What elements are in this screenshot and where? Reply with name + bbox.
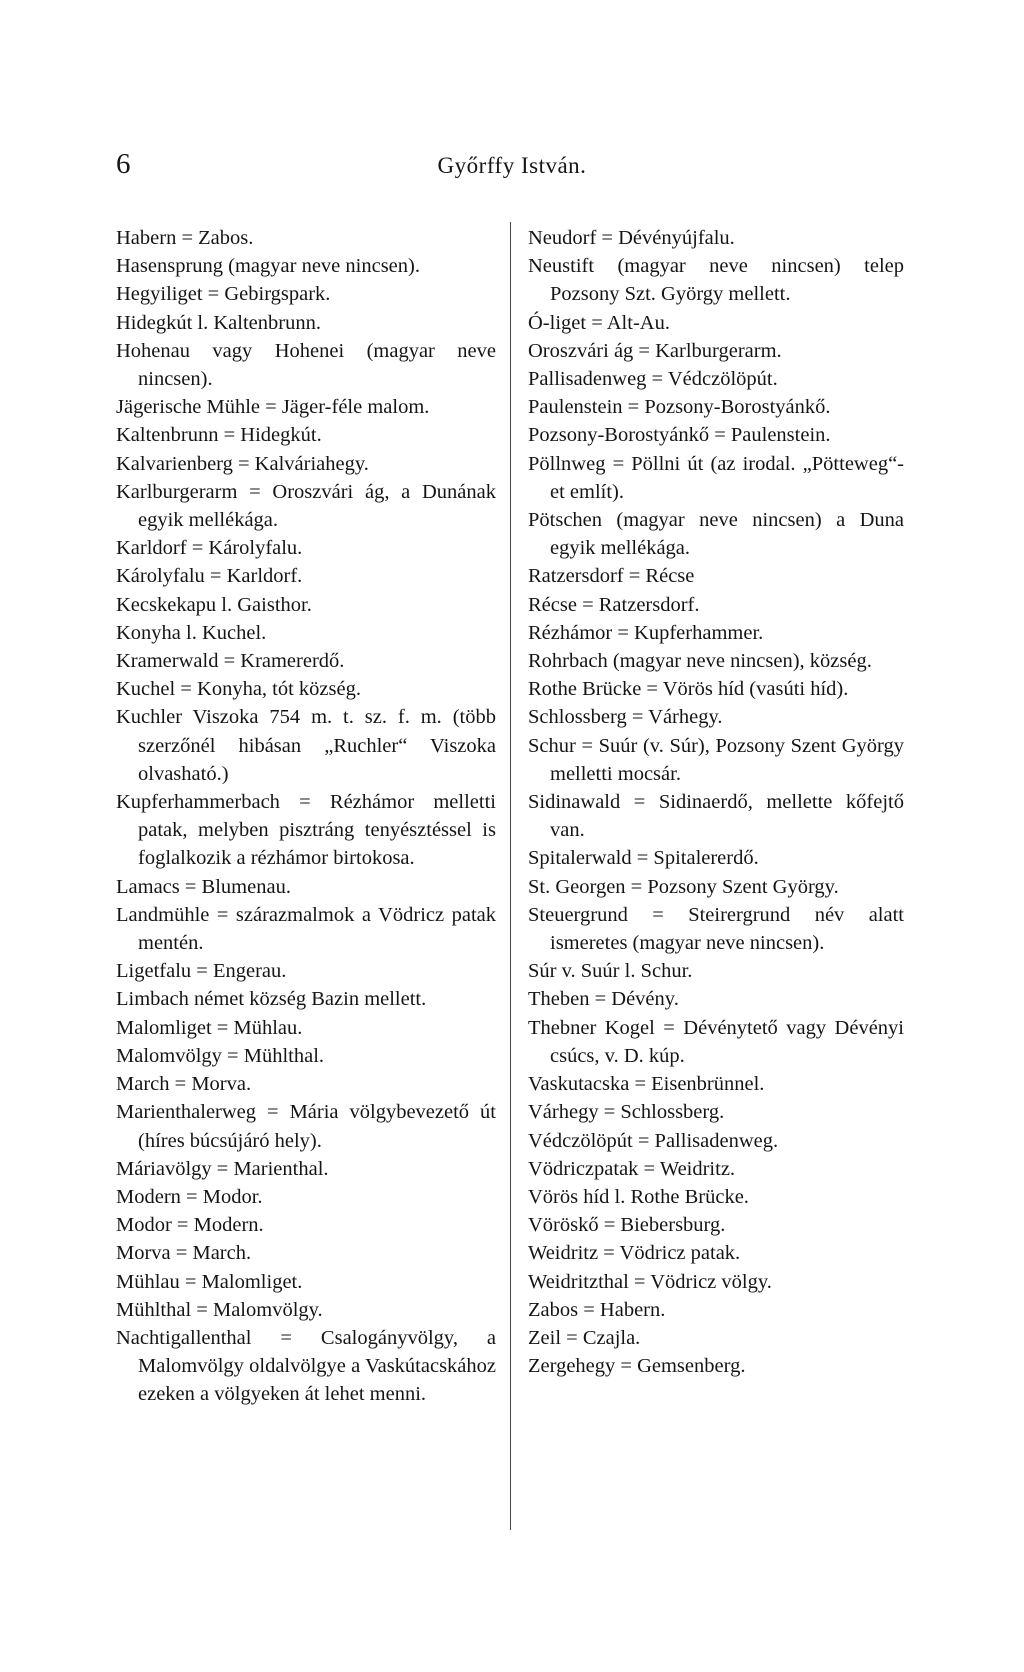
- index-entry: Várhegy = Schlossberg.: [528, 1101, 725, 1124]
- index-entry: Vödriczpatak = Weidritz.: [528, 1157, 736, 1180]
- index-entry: Malomvölgy = Mühlthal.: [116, 1044, 325, 1067]
- index-entry: Jägerische Mühle = Jäger-féle malom.: [116, 396, 430, 419]
- index-entry: Landmühle = szárazmalmok a Vödricz patak mentén.: [116, 903, 496, 955]
- index-entry: Vöröskő = Biebersburg.: [528, 1214, 726, 1237]
- index-entry: Ligetfalu = Engerau.: [116, 960, 287, 983]
- index-entry: Pötschen (magyar neve nincsen) a Duna egyik mellékága.: [528, 509, 904, 560]
- index-entry: Weidritz = Vödricz patak.: [528, 1242, 741, 1265]
- index-entry: Limbach német község Bazin mellett.: [116, 988, 427, 1011]
- right-column: [528, 224, 904, 1380]
- index-entry: Schur = Suúr (v. Súr), Pozsony Szent György melletti mocsár.: [528, 734, 904, 785]
- index-entry: Hegyiliget = Gebirgspark.: [116, 283, 331, 306]
- index-entry: Récse = Ratzersdorf.: [528, 593, 700, 616]
- index-entry: Oroszvári ág = Karlburgerarm.: [528, 339, 782, 362]
- index-entry: Védczölöpút = Pallisadenweg.: [528, 1129, 779, 1152]
- index-entry: Modern = Modor.: [116, 1185, 263, 1208]
- index-entry: Hohenau vagy Hohenei (magyar neve nincsen).: [116, 339, 496, 391]
- index-entry: Mühlau = Malomliget.: [116, 1270, 303, 1293]
- index-entry: Kramerwald = Kramererdő.: [116, 650, 345, 673]
- index-entry: Zeil = Czajla.: [528, 1326, 641, 1349]
- index-entry: Thebner Kogel = Dévénytető vagy Dévényi csúcs, v. D. kúp.: [528, 1016, 904, 1067]
- index-entry: Theben = Dévény.: [528, 988, 679, 1011]
- index-entry: Ratzersdorf = Récse: [528, 565, 695, 588]
- index-entry: Zabos = Habern.: [528, 1298, 666, 1321]
- index-entry: Modor = Modern.: [116, 1214, 264, 1237]
- index-entry: Hasensprung (magyar neve nincsen).: [116, 255, 420, 278]
- index-entry: Marienthalerweg = Mária völgybevezető út (híres búcsújáró hely).: [116, 1101, 496, 1152]
- index-entry: Karldorf = Károlyfalu.: [116, 537, 303, 560]
- index-entry: March = Morva.: [116, 1073, 252, 1096]
- index-entry: Vörös híd l. Rothe Brücke.: [528, 1185, 749, 1208]
- index-entry: Rézhámor = Kupferhammer.: [528, 621, 764, 644]
- index-entry: Steuergrund = Steirergrund név alatt ismeretes (magyar neve nincsen).: [528, 903, 904, 955]
- index-entry: Schlossberg = Várhegy.: [528, 706, 723, 729]
- index-entry: Paulenstein = Pozsony-Borostyánkő.: [528, 396, 831, 419]
- index-entry: Rothe Brücke = Vörös híd (vasúti híd).: [528, 678, 849, 701]
- index-entry: Kupferhammerbach = Rézhámor melletti patak, melyben pisztráng tenyésztéssel is foglalkozik a rézhámor birtokosa.: [116, 791, 496, 870]
- index-entry: Lamacs = Blumenau.: [116, 875, 291, 898]
- index-entry: Sidinawald = Sidinaerdő, mellette kőfejtő van.: [528, 791, 904, 842]
- index-entry: Spitalerwald = Spitalererdő.: [528, 847, 759, 870]
- page-number: 6: [116, 148, 131, 180]
- index-entry: Pozsony-Borostyánkő = Paulenstein.: [528, 424, 831, 447]
- index-entry: Súr v. Suúr l. Schur.: [528, 960, 693, 983]
- index-entry: Pallisadenweg = Védczölöpút.: [528, 368, 778, 391]
- index-entry: Mühlthal = Malomvölgy.: [116, 1298, 323, 1321]
- index-entry: Neustift (magyar neve nincsen) telep Pozsony Szt. György mellett.: [528, 255, 904, 306]
- index-entry: Kalvarienberg = Kalváriahegy.: [116, 452, 369, 475]
- column-rule: [510, 222, 511, 1530]
- index-entry: Neudorf = Dévényújfalu.: [528, 227, 735, 249]
- index-entry: Kaltenbrunn = Hidegkút.: [116, 424, 322, 447]
- index-entry: Károlyfalu = Karldorf.: [116, 565, 303, 588]
- index-entry: St. Georgen = Pozsony Szent György.: [528, 875, 839, 898]
- running-head: Győrffy István.: [437, 153, 587, 178]
- index-entry: Morva = March.: [116, 1242, 252, 1265]
- index-entry: Karlburgerarm = Oroszvári ág, a Dunának egyik mellékága.: [116, 480, 496, 532]
- index-entry: Vaskutacska = Eisenbrünnel.: [528, 1073, 765, 1096]
- index-entry: Konyha l. Kuchel.: [116, 621, 267, 644]
- left-column: [116, 224, 496, 1409]
- index-entry: Kuchel = Konyha, tót község.: [116, 678, 361, 701]
- index-entry: Malomliget = Mühlau.: [116, 1016, 303, 1039]
- index-entry: Ó-liget = Alt-Au.: [528, 311, 670, 334]
- index-entry: Máriavölgy = Marienthal.: [116, 1157, 329, 1180]
- index-entry: Hidegkút l. Kaltenbrunn.: [116, 311, 321, 334]
- index-entry: Kuchler Viszoka 754 m. t. sz. f. m. (több szerzőnél hibásan „Ruchler“ Viszoka olvasható.): [116, 706, 496, 785]
- index-entry: Kecskekapu l. Gaisthor.: [116, 593, 312, 616]
- index-entry: Weidritzthal = Vödricz völgy.: [528, 1270, 772, 1293]
- index-entry: Zergehegy = Gemsenberg.: [528, 1355, 746, 1378]
- index-entry: Nachtigallenthal = Csalogányvölgy, a Malomvölgy oldalvölgye a Vaskútacskához ezeken a völgyeken át lehet menni.: [116, 1326, 496, 1406]
- index-entry: Rohrbach (magyar neve nincsen), község.: [528, 650, 872, 673]
- index-entry: Habern = Zabos.: [116, 227, 254, 249]
- index-entry: Pöllnweg = Pöllni út (az irodal. „Pötteweg“-et említ).: [528, 452, 904, 503]
